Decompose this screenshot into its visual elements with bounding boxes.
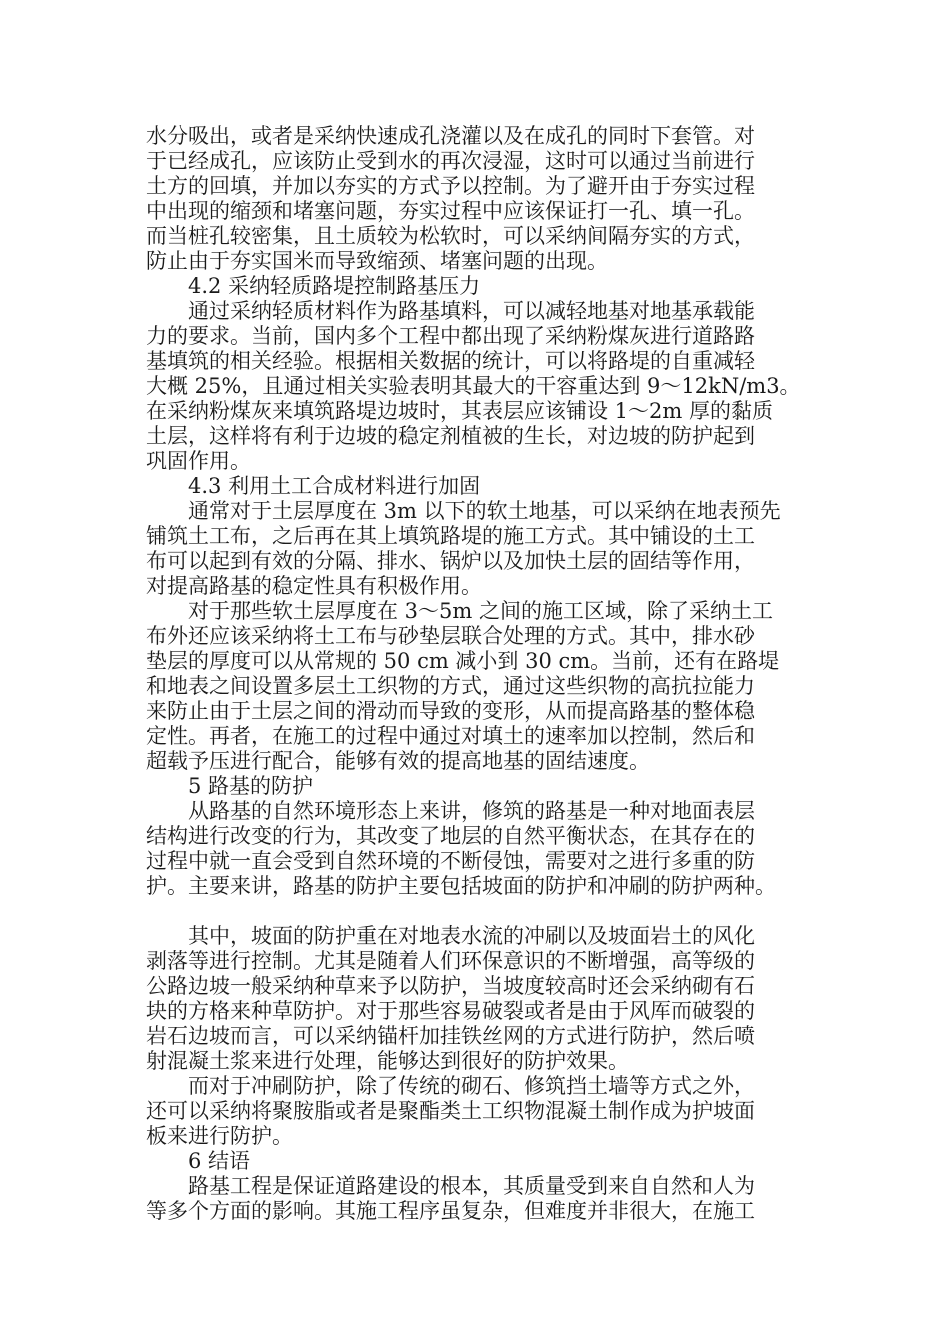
paragraph-scour-protection: 而对于冲刷防护，除了传统的砌石、修筑挡土墙等方式之外， 还可以采纳将聚胺脂或者是聚酯类土工织物混凝土制作成为护坡面 板来进行防护。 (146, 1074, 755, 1148)
section-heading-6: 6 结语 (188, 1149, 251, 1173)
document-body (146, 124, 806, 1224)
paragraph-slope-protection: 其中，坡面的防护重在对地表水流的冲刷以及坡面岩土的风化 剥落等进行控制。尤其是随着人们环保意识的不断增强，高等级的 公路边坡一般采纳种草来予以防护，当坡度较高时还会采纳砌有石 块的方格来种草防护。对于那些容易破裂或者是由于风厍而破裂的 岩石边坡而言，可以采纳锚杆加挂铁丝网的方式进行防护，然后喷 射混凝土浆来进行处理，能够达到很好的防护效果。 (146, 924, 755, 1073)
paragraph-subgrade-protection-intro: 从路基的自然环境形态上来讲，修筑的路基是一种对地面表层 结构进行改变的行为，其改变了地层的自然平衡状态，在其存在的 过程中就一直会受到自然环境的不断侵蚀，需要对之进行多重的防 护。主要来讲，路基的防护主要包括坡面的防护和冲刷的防护两种。 (146, 799, 776, 898)
paragraph-conclusion: 路基工程是保证道路建设的根本，其质量受到来自自然和人为 等多个方面的影响。其施工程序虽复杂，但难度并非很大，在施工 (146, 1174, 755, 1223)
paragraph-geotextile-soft-soil: 通常对于土层厚度在 3m 以下的软土地基，可以采纳在地表预先 铺筑土工布，之后再在其上填筑路堤的施工方式。其中铺设的土工 布可以起到有效的分隔、排水、锅炉以及加快土层的固结等作用， 对提高路基的稳定性具有积极作用。 (146, 499, 781, 598)
paragraph-lightweight-embankment: 通过采纳轻质材料作为路基填料，可以减轻地基对地基承载能 力的要求。当前，国内多个工程中都出现了采纳粉煤灰进行道路路 基填筑的相关经验。根据相关数据的统计，可以将路堤的自重减轻 大概 25%，且通过相关实验表明其最大的干容重达到 9～12kN/m3。 在采纳粉煤灰来填筑路堤边坡时，其表层应该铺设 1～2m 厚的黏质 土层，这样将有利于边坡的稳定剂植被的生长，对边坡的防护起到 巩固作用。 (146, 299, 801, 473)
section-heading-4-2: 4.2 采纳轻质路堤控制路基压力 (188, 274, 481, 298)
paragraph-spacer (146, 899, 806, 924)
paragraph-compaction-control: 水分吸出，或者是采纳快速成孔浇灌以及在成孔的同时下套管。对 于已经成孔，应该防止受到水的再次浸湿，这时可以通过当前进行 土方的回填，并加以夯实的方式予以控制。为了避开由于夯实过程 中出现的缩颈和堵塞问题，夯实过程中应该保证打一孔、填一孔。 而当桩孔较密集，且土质较为松软时，可以采纳间隔夯实的方式， 防止由于夯实国米而导致缩颈、堵塞问题的出现。 (146, 124, 755, 273)
section-heading-5: 5 路基的防护 (188, 774, 314, 798)
paragraph-geotextile-sand-cushion: 对于那些软土层厚度在 3～5m 之间的施工区域，除了采纳土工 布外还应该采纳将土工布与砂垫层联合处理的方式。其中，排水砂 垫层的厚度可以从常规的 50 cm 减小到 30 cm。当前，还有在路堤 和地表之间设置多层土工织物的方式，通过这些织物的高抗拉能力 来防止由于土层之间的滑动而导致的变形，从而提高路基的整体稳 定性。再者，在施工的过程中通过对填土的速率加以控制，然后和 超载予压进行配合，能够有效的提高地基的固结速度。 (146, 599, 780, 773)
section-heading-4-3: 4.3 利用土工合成材料进行加固 (188, 474, 481, 498)
